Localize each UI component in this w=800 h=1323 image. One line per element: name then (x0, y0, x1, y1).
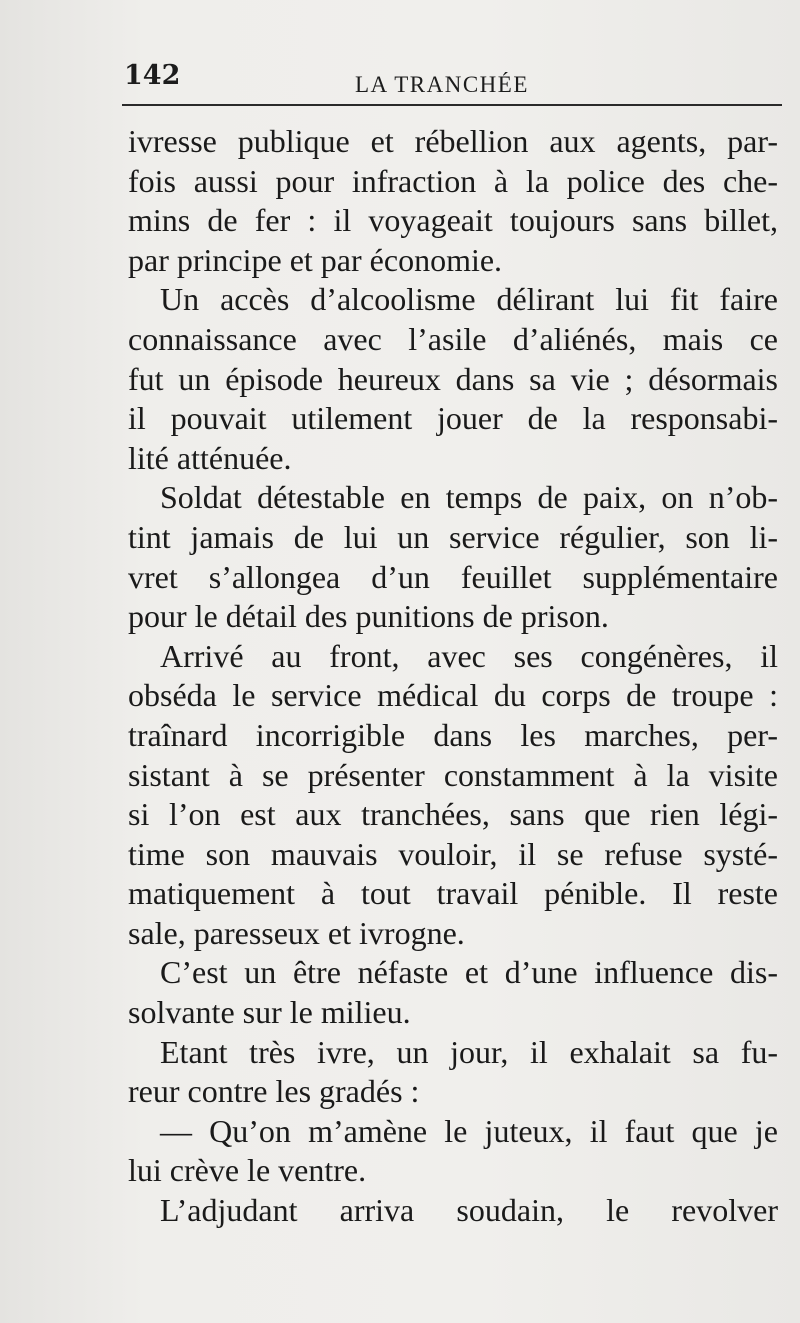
text-line: time son mauvais vouloir, il se refuse systé- (128, 835, 778, 872)
text-line: Etant très ivre, un jour, il exhalait sa fu- (160, 1033, 778, 1070)
text-line: matiquement à tout travail pénible. Il reste (128, 875, 778, 912)
text-line: — Qu’on m’amène le juteux, il faut que je (160, 1112, 778, 1149)
text-line: par principe et par économie. (128, 241, 503, 278)
header-rule (122, 104, 782, 106)
text-line: traînard incorrigible dans les marches, per- (128, 716, 778, 753)
body-text (128, 122, 778, 1231)
page-number: 142 (124, 60, 181, 91)
text-line: lui crève le ventre. (128, 1152, 367, 1189)
text-line: vret s’allongea d’un feuillet supplémentaire (128, 558, 778, 595)
text-line: Arrivé au front, avec ses congénères, il (160, 637, 778, 674)
text-line: obséda le service médical du corps de troupe : (128, 677, 778, 714)
text-line: si l’on est aux tranchées, sans que rien légi- (128, 796, 778, 833)
text-line: tint jamais de lui un service régulier, son li- (128, 518, 778, 555)
text-line: fois aussi pour infraction à la police des che- (128, 162, 778, 199)
text-line: C’est un être néfaste et d’une influence dis- (160, 954, 778, 991)
text-line: il pouvait utilement jouer de la responsabi- (128, 400, 778, 437)
text-line: lité atténuée. (128, 439, 292, 476)
text-line: connaissance avec l’asile d’aliénés, mais ce (128, 320, 778, 357)
text-line: solvante sur le milieu. (128, 994, 411, 1031)
text-line: L’adjudant arriva soudain, le revolver (160, 1192, 778, 1229)
text-line: fut un épisode heureux dans sa vie ; désormais (128, 360, 778, 397)
text-line: pour le détail des punitions de prison. (128, 598, 609, 635)
text-line: sale, paresseux et ivrogne. (128, 914, 465, 951)
running-title: LA TRANCHÉE (355, 72, 529, 97)
text-line: Un accès d’alcoolisme délirant lui fit faire (160, 281, 778, 318)
text-line: Soldat détestable en temps de paix, on n’ob- (160, 479, 778, 516)
page-header (122, 58, 787, 110)
text-line: ivresse publique et rébellion aux agents, par- (128, 123, 778, 159)
text-line: sistant à se présenter constamment à la visite (128, 756, 778, 793)
text-line: reur contre les gradés : (128, 1073, 420, 1110)
text-line: mins de fer : il voyageait toujours sans billet, (128, 202, 778, 239)
